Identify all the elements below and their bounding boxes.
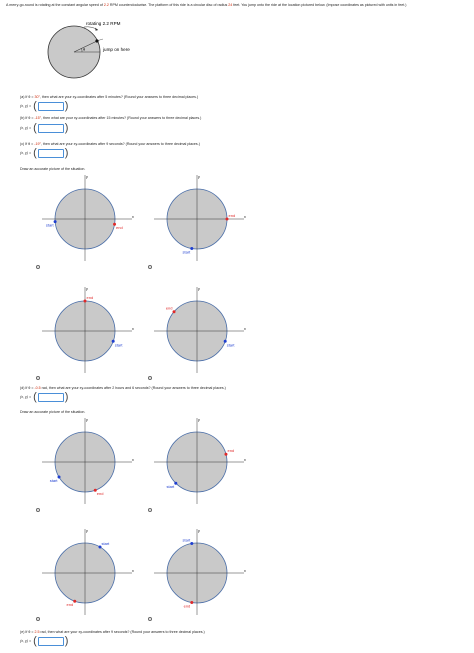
y-axis-label: y <box>198 287 200 291</box>
start-label: start <box>114 342 123 348</box>
x-axis-label: x <box>244 458 246 462</box>
question-a: (a) If θ = 30°, then what are your xy-coordinates after 5 minutes? (Round your answers to three decimal places.) <box>20 95 199 99</box>
end-label: end <box>66 602 74 608</box>
x-axis-label: x <box>132 327 134 331</box>
end-label: end <box>227 448 235 454</box>
y-axis-label: y <box>86 529 88 533</box>
start-point <box>54 220 57 223</box>
end-label: end <box>96 491 104 497</box>
radio-d4[interactable] <box>148 617 152 621</box>
start-point <box>58 476 61 479</box>
diagram-d3 <box>40 527 136 617</box>
answer-row-c: (x, y) = ( ) <box>20 146 69 159</box>
start-point <box>190 542 193 545</box>
diagram-d1 <box>40 416 136 506</box>
jump-leader <box>98 39 103 41</box>
radio-d3[interactable] <box>36 617 40 621</box>
end-point <box>173 310 176 313</box>
start-label: start <box>45 222 54 228</box>
y-axis-label: y <box>86 418 88 422</box>
rotating-label: rotating 2.2 RPM <box>86 21 121 26</box>
jump-label: jump on here <box>103 47 130 52</box>
radius-value: 24 <box>228 3 233 7</box>
end-point <box>73 600 76 603</box>
x-axis-label: x <box>132 458 134 462</box>
end-label: end <box>183 603 191 609</box>
problem-intro: A merry-go-round is rotating at the constant angular speed of 2.2 RPM counterclockwise. The platform of this ride is a circular disc of radius 24 feet. You jump onto the ride at the location pictured below. (Impose coordinates as pictured with units in feet.) <box>6 3 407 7</box>
draw-prompt-c: Draw an accurate picture of the situation. <box>20 167 86 171</box>
x-axis-label: x <box>244 215 246 219</box>
answer-row-a: (x, y) = ( ) <box>20 99 69 112</box>
x-axis-label: x <box>132 215 134 219</box>
answer-input-c[interactable] <box>38 149 64 158</box>
y-axis-label: y <box>86 175 88 179</box>
start-label: start <box>49 478 58 483</box>
start-label: start <box>182 537 191 543</box>
rotation-arrowhead <box>95 28 98 31</box>
y-axis-label: y <box>198 418 200 422</box>
draw-prompt-d: Draw an accurate picture of the situation. <box>20 410 86 414</box>
answer-input-a[interactable] <box>38 102 64 111</box>
diagram-c4 <box>152 285 248 375</box>
answer-input-d[interactable] <box>38 393 64 402</box>
start-label: start <box>182 249 191 255</box>
diagram-c2 <box>152 173 248 263</box>
end-label: end <box>116 225 123 231</box>
theta-label: θ <box>83 46 86 52</box>
question-e: (e) If θ = 2.5 rad, then what are your xy-coordinates after 9 seconds? (Round your answers to three decimal places.) <box>20 630 205 634</box>
radio-c1[interactable] <box>36 265 40 269</box>
end-point <box>190 601 193 604</box>
question-d: (d) If θ = -0.5 rad, then what are your xy-coordinates after 2 hours and 6 seconds? (Round your answers to three decimal places.) <box>20 386 226 390</box>
start-label: start <box>226 342 235 348</box>
answer-row-e: (x, y) = ( ) <box>20 634 69 647</box>
end-label: end <box>228 213 236 218</box>
answer-row-b: (x, y) = ( ) <box>20 121 69 134</box>
end-label: end <box>86 295 94 300</box>
radio-c3[interactable] <box>36 376 40 380</box>
question-b: (b) If θ = -15°, then what are your xy-coordinates after 15 minutes? (Round your answers to three decimal places.) <box>20 116 202 120</box>
angular-speed-value: 2.2 <box>103 3 109 7</box>
radio-d2[interactable] <box>148 508 152 512</box>
radio-d1[interactable] <box>36 508 40 512</box>
start-point <box>190 247 193 250</box>
diagram-d2 <box>152 416 248 506</box>
start-label: start <box>101 541 110 547</box>
radio-c4[interactable] <box>148 376 152 380</box>
start-point <box>174 482 177 485</box>
diagram-c3 <box>40 285 136 375</box>
answer-input-e[interactable] <box>38 637 64 646</box>
y-axis-label: y <box>198 529 200 533</box>
answer-input-b[interactable] <box>38 124 64 133</box>
end-label: end <box>165 305 173 311</box>
x-axis-label: x <box>244 569 246 573</box>
answer-row-d: (x, y) = ( ) <box>20 390 69 403</box>
start-label: start <box>166 484 175 490</box>
y-axis-label: y <box>198 175 200 179</box>
question-c: (c) If θ = -19°, then what are your xy-coordinates after 9 seconds? (Round your answers to three decimal places.) <box>20 142 200 146</box>
x-axis-label: x <box>244 327 246 331</box>
diagram-c1 <box>40 173 136 263</box>
radio-c2[interactable] <box>148 265 152 269</box>
y-axis-label: y <box>86 287 88 291</box>
reference-jump-point <box>95 39 98 42</box>
x-axis-label: x <box>132 569 134 573</box>
diagram-d4 <box>152 527 248 617</box>
reference-figure <box>40 14 140 82</box>
